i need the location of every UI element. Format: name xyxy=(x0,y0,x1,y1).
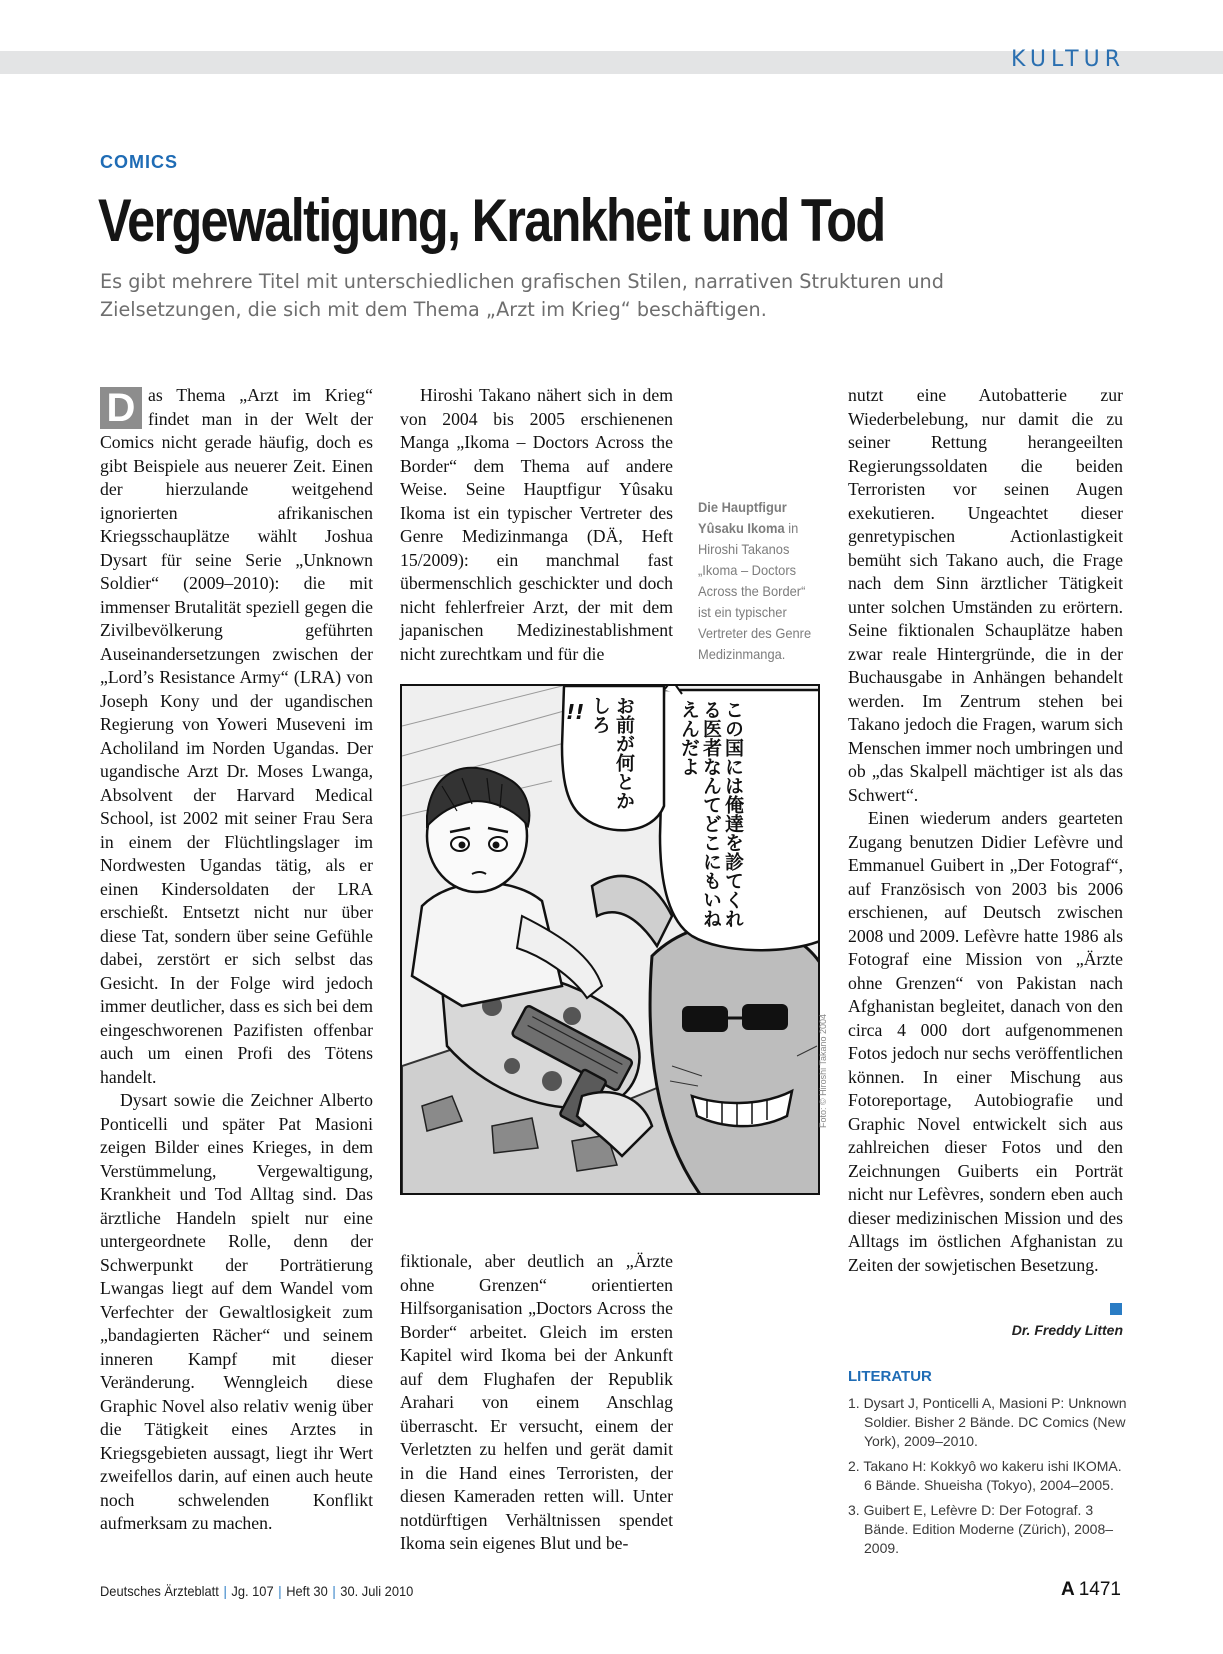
literature-item: 1. Dysart J, Ponticelli A, Masioni P: Unknown Soldier. Bisher 2 Bände. DC Comics (New York), 2009–2010. xyxy=(848,1395,1127,1449)
paragraph: nutzt eine Autobatterie zur Wiederbelebung, nur damit die zu seiner Rettung herangeeilten Regierungssoldaten die beiden Terroristen vor seinen Augen exekutieren. Ungeachtet dieser genretypischen Actionlastigkeit bemüht sich Takano auch, die Frage nach dem Sinn ärztlicher Tätigkeit unter solchen Umständen zu erörtern. Seine fiktionalen Schauplätze haben zwar reale Hintergründe, die in der Buchausgabe in Anhängen behandelt werden. Im Zentrum stehen bei Takano jedoch die Fragen, warum sich Menschen immer noch umbringen und ob „das Skalpell mächtiger ist als das Schwert“. xyxy=(848,385,1123,805)
journal-date: 30. Juli 2010 xyxy=(340,1583,414,1599)
article-headline: Vergewaltigung, Krankheit und Tod xyxy=(98,187,885,254)
paragraph: Dysart sowie die Zeichner Alberto Ponticelli und später Pat Masioni zeigen Bilder eines Krieges, in dem Verstümmelung, Vergewaltigung, Krankheit und Tod Alltag sind. Das ärztliche Handeln spielt nur eine untergeordnete Rolle, denn der Schwerpunkt der Porträtierung Lwangas liegt auf dem Wandel vom Verfechter der Gewaltlosigkeit zum „bandagierten Rächer“ und seinem inneren Kampf mit dieser Veränderung. Wenngleich diese Graphic Novel also relativ wenig über die Tätigkeit eines Arztes in Kriegsgebieten aussagt, liegt ihr Wert zweifellos darin, auf einen auch heute noch schwelenden Konflikt aufmerksam zu machen. xyxy=(100,1090,373,1533)
column-1 xyxy=(100,384,373,1536)
caption-text: in Hiroshi Takanos „Ikoma – Doctors Across the Border“ ist ein typischer Vertreter des Genre Medizinmanga. xyxy=(698,520,812,662)
literature-heading: LITERATUR xyxy=(848,1368,932,1385)
caption-bold: Die Hauptfigur Yûsaku Ikoma xyxy=(698,499,787,536)
page-number xyxy=(1061,1579,1121,1601)
footer-citation: Deutsches Ärzteblatt | Jg. 107 | Heft 30 | 30. Juli 2010 xyxy=(100,1583,414,1599)
literature-list xyxy=(848,1394,1128,1564)
paragraph: Einen wiederum anders gearteten Zugang benutzen Didier Lefèvre und Emmanuel Guibert in „Der Fotograf“, auf Französisch von 2003 bis 2006 erschienen, auf Deutsch zwischen 2008 und 2009. Lefèvre hatte 1986 als Fotograf eine Mission von „Ärzte ohne Grenzen“ von Pakistan nach Afghanistan begleitet, danach von den circa 4 000 dort aufgenommenen Fotos jedoch nur sechs veröffentlichen können. In einer Mischung aus Fotoreportage, Autobiografie und Graphic Novel entwickelt sich aus zahlreichen dieser Fotos und den Zeichnungen Guiberts ein Porträt nicht nur Lefèvres, sondern eben auch dieser medizinischen Mission und des Alltags im östlichen Afghanistan zu Zeiten der sowjetischen Besetzung. xyxy=(848,808,1123,1275)
page-value: 1471 xyxy=(1078,1579,1121,1600)
journal-volume: Jg. 107 xyxy=(231,1583,274,1599)
journal-issue: Heft 30 xyxy=(286,1583,328,1599)
paragraph: Hiroshi Takano nähert sich in dem von 2004 bis 2005 erschienenen Manga „Ikoma – Doctors Across the Border“ dem Thema auf andere Weise. Seine Hauptfigur Yûsaku Ikoma ist ein typischer Vertreter des Genre Medizinmanga (DÄ, Heft 15/2009): ein manchmal fast übermenschlich geschickter und doch nicht fehlerfreier Arzt, der mit dem japanischen Medizinestablishment nicht zurechtkam und für die xyxy=(400,385,673,664)
manga-illustration xyxy=(400,684,820,1195)
literature-item: 2. Takano H: Kokkyô wo kakeru ishi IKOMA. 6 Bände. Shueisha (Tokyo), 2004–2005. xyxy=(848,1458,1122,1493)
article-deck: Es gibt mehrere Titel mit unterschiedlichen grafischen Stilen, narrativen Strukturen und Zielsetzungen, die sich mit dem Thema „Arzt im Krieg“ beschäftigen. xyxy=(100,270,944,321)
end-of-article-mark xyxy=(1110,1303,1122,1315)
author-name: Dr. Freddy Litten xyxy=(1011,1322,1123,1338)
photo-credit: Foto: © Hiroshi Takano 2004 xyxy=(818,1013,828,1128)
speech-bubble-text-2: お前が何とかしろ xyxy=(589,696,635,810)
literature-item: 3. Guibert E, Lefèvre D: Der Fotograf. 3 Bände. Edition Moderne (Zürich), 2008–2009. xyxy=(848,1502,1114,1556)
speech-bubble-text-1: この国には俺達を診てくれる医者なんてどこにもいねえんだよ xyxy=(678,700,744,928)
drop-cap: D xyxy=(100,387,142,429)
paragraph: D as Thema „Arzt im Krieg“ findet man in der Welt der Comics nicht gerade häufig, doch es gibt Beispiele aus neuerer Zeit. Einen der hierzulande weitgehend ignorierten afrikanischen Kriegsschauplätze wählt Joshua Dysart für seine Serie „Unknown Soldier“ (2009–2010): die mit immenser Brutalität speziell gegen die Zivilbevölkerung geführten Auseinandersetzungen zwischen der „Lord’s Resistance Army“ (LRA) von Joseph Kony und der ugandischen Regierung von Yoweri Museveni im Acholiland im Norden Ugandas. Der ugandische Arzt Dr. Moses Lwanga, Absolvent der Harvard Medical School, ist 2002 mit seiner Frau Sera in einem der Flüchtlingslager im Nordwesten Ugandas tätig, als er einen Kindersoldaten der LRA erschießt. Entsetzt nicht nur über diese Tat, sondern über seine Gefühle dabei, zerstört er sich selbst das Gesicht. In der Folge wird jedoch immer deutlicher, dass es sich bei dem eingeschworenen Pazifisten offenbar auch um einen Profi des Tötens handelt. xyxy=(100,385,373,1087)
article-kicker: COMICS xyxy=(100,152,178,172)
paragraph: fiktionale, aber deutlich an „Ärzte ohne Grenzen“ orientierten Hilfsorganisation „Doctors Across the Border“ arbeitet. Gleich im ersten Kapitel wird Ikoma bei der Ankunft auf dem Flughafen der Republik Arahari von einem Anschlag überrascht. Er versucht, einem der Verletzten zu helfen und gerät damit in die Hand eines Terroristen, der diesen Kameraden retten will. Unter notdürftigen Verhältnissen spendet Ikoma sein eigenes Blut und be- xyxy=(400,1251,673,1553)
speech-bubble-exclaim: !! xyxy=(566,700,585,724)
column-2-top xyxy=(400,384,673,666)
column-2-bottom xyxy=(400,1250,673,1556)
page-prefix: A xyxy=(1060,1579,1075,1600)
image-caption xyxy=(698,497,818,665)
section-label: KULTUR xyxy=(1011,47,1125,72)
column-3 xyxy=(848,384,1123,1277)
journal-name: Deutsches Ärzteblatt xyxy=(100,1583,219,1599)
